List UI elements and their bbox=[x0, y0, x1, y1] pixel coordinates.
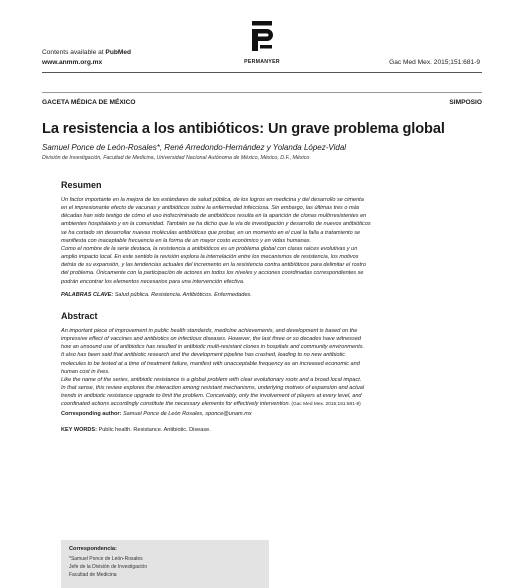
keywords-text: Salud pública. Resistencia. Antibióticos. Enfermedades. bbox=[113, 292, 252, 298]
resumen-heading: Resumen bbox=[61, 180, 102, 190]
correspondence-line: *Samuel Ponce de León-Rosales bbox=[69, 556, 143, 562]
resumen-line: manifiesta con inaceptable frecuencia en la forma de un mayor costo económico y en vidas humanas. bbox=[61, 237, 312, 244]
resumen-line: ambientes hospitalario y en la comunidad. También se ha dicho que la vía de investigación y desarrollo de nuevos antibióticos bbox=[61, 221, 371, 228]
abstract-line bbox=[61, 400, 466, 409]
resumen-body bbox=[61, 196, 466, 286]
resumen-line: del problema. Únicamente con la participación de actores en todos los niveles y acciones coordinadas correspondientes se bbox=[61, 270, 364, 277]
abstract-line-text: coordinated actions accordingly constitute the necessary elements for effectively intervention. bbox=[61, 401, 291, 408]
correspondence-box bbox=[61, 540, 269, 588]
resumen-line: Un factor importante en la mejora de los estándares de salud pública, de los logros en medicina y del desarrollo se cimenta bbox=[61, 197, 364, 203]
abstract-citation: (Gac Med Mex. 2015;151:681-9) bbox=[290, 402, 361, 408]
website-link[interactable]: www.anmm.org.mx bbox=[42, 59, 103, 66]
resumen-line: detrás de su expansión, y las tendencias actuales del incremento en la resistencia contra antibióticos para delimitar el rostro bbox=[61, 262, 366, 269]
resumen-line: décadas han sido testigo de cómo el uso indiscriminado de antibióticos resulta en la aparición de clonas multirresistentes en bbox=[61, 213, 367, 220]
article-type: SIMPOSIO bbox=[449, 99, 482, 106]
corresponding-author-label: Corresponding author: bbox=[61, 410, 122, 417]
resumen-line: podrán encontrar los elementos necesarios para una intervención efectiva. bbox=[61, 278, 245, 285]
contents-prefix: Contents available at bbox=[42, 49, 106, 56]
corresponding-author-line bbox=[61, 410, 466, 418]
abstract-heading: Abstract bbox=[61, 311, 98, 321]
resumen-line: en el impresionante efecto de vacunas y antibióticos sobre la enfermedad infecciosa. Sin embargo, las últimas tres o más bbox=[61, 205, 360, 212]
author-affiliation: División de Investigación, Facultad de Medicina, Universidad Nacional Autónoma de México, México, D.F., México bbox=[42, 155, 310, 161]
header-divider bbox=[42, 72, 482, 73]
abstract-keywords bbox=[61, 427, 211, 433]
resumen-line: amplio impacto local. En este sentido la revisión explora la interrelación entre los mecanismos de resistencia, los motivos bbox=[61, 254, 359, 261]
section-divider bbox=[42, 92, 482, 93]
article-title: La resistencia a los antibióticos: Un grave problema global bbox=[42, 121, 445, 137]
keywords-label: KEY WORDS: bbox=[61, 427, 97, 433]
section-row bbox=[42, 99, 482, 106]
keywords-label: PALABRAS CLAVE: bbox=[61, 292, 114, 298]
publisher-name: PERMANYER bbox=[244, 59, 280, 65]
abstract-line: It also has been said that antibiotic research and the development pipeline has crashed, leading to no new antibiotic bbox=[61, 352, 346, 359]
abstract-line: An important piece of improvement in public health standards, medicine achievements, and development is based on the bbox=[61, 328, 358, 334]
corresponding-author-text: Samuel Ponce de León Rosales, sponce@unam.mx bbox=[121, 410, 252, 417]
abstract-line: trends in antibiotic resistance upgrade to limit the problem. Conceivably, only the involvement of players at every level, and bbox=[61, 393, 362, 400]
abstract-line: how an unsound use of antibiotics has resulted in antibiotic multi-resistant clones in hospitals and community environments. bbox=[61, 344, 365, 351]
abstract-body bbox=[61, 327, 466, 418]
abstract-line: impressive effect of vaccines and antibiotics on infectious diseases. However, the last three or so decades have witnessed bbox=[61, 336, 362, 343]
abstract-line: Like the name of the series, antibiotic resistance is a global problem with clear evolutionary roots and a broad local impact. bbox=[61, 376, 362, 383]
abstract-line: In that sense, this review explores the interaction among resistant mechanisms, underlying motives of expansion and actual bbox=[61, 385, 365, 392]
correspondence-label: Correspondencia: bbox=[69, 546, 117, 552]
correspondence-line: Jefe de la División de Investigación bbox=[69, 564, 148, 570]
resumen-line: se ha cortado sin desarrollar nuevas moléculas antibióticas que probar, en un momento en el cual la falla a tratamiento se bbox=[61, 229, 361, 236]
keywords-text: Public health. Resistance. Antibiotic. Disease. bbox=[96, 427, 211, 433]
correspondence-line: Facultad de Medicina bbox=[69, 572, 117, 578]
abstract-line: human cost in lives. bbox=[61, 368, 110, 375]
article-authors: Samuel Ponce de León-Rosales*, René Arredondo-Hernández y Yolanda López-Vidal bbox=[42, 143, 347, 152]
journal-name: GACETA MÉDICA DE MÉXICO bbox=[42, 99, 136, 106]
resumen-line: Como el nombre de la serie destaca, la resistencia a antibióticos es un problema global con claras raíces evolutivas y un bbox=[61, 245, 358, 252]
journal-reference: Gac Med Mex. 2015;151:681-9 bbox=[389, 59, 480, 66]
contents-source-link[interactable]: PubMed bbox=[105, 49, 132, 56]
permanyer-logo-icon bbox=[250, 21, 274, 51]
abstract-line: molecules to be tested at a time of treatment failure, manifest with unacceptable frequency as an increased economic and bbox=[61, 360, 360, 367]
contents-available-line bbox=[42, 49, 131, 57]
resumen-keywords bbox=[61, 292, 252, 298]
